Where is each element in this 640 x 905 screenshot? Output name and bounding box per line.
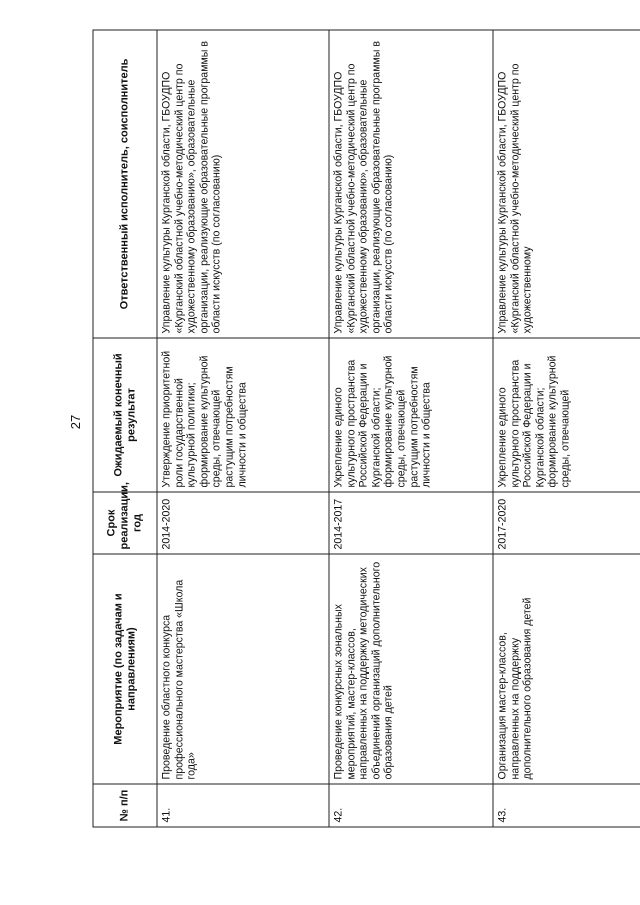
row-activity: Проведение конкурсных зональных мероприятий, мастер-классов, направленных на поддержку методических объединений организаций дополнительного образования детей (329, 554, 493, 784)
row-responsible: Управление культуры Курганской области, ГБОУДПО «Курганский областной учебно-методический центр по художественному образованию», образовательные организации, реализующие образовательные программы в области искусств (по согласованию) (329, 30, 493, 338)
row-result-text: Укрепление единого культурного пространства Российской Федерации и Курганской области; формирование культурной среды, отвечающей (496, 355, 571, 487)
table-row (493, 30, 640, 827)
row-activity: Проведение областного конкурса профессионального мастерства «Школа года» (157, 554, 329, 784)
row-number: 42. (329, 784, 493, 827)
row-responsible (493, 30, 640, 338)
row-term (493, 492, 640, 554)
row-number (493, 784, 640, 827)
row-term: 2014-2020 (157, 492, 329, 554)
row-term: 2014-2017 (329, 492, 493, 554)
row-activity (493, 554, 640, 784)
row-responsible: Управление культуры Курганской области, ГБОУДПО «Курганский областной учебно-методический центр по художественному образованию», образовательные организации, реализующие образовательные программы в области искусств (по согласованию) (157, 30, 329, 338)
row-term-text: 2017-2020 (496, 498, 508, 549)
header-activity: Мероприятие (по задачам и направлениям) (93, 554, 157, 784)
header-result: Ожидаемый конечный результат (93, 338, 157, 492)
activities-table (92, 29, 640, 827)
program-activities-table (92, 30, 640, 827)
rotated-table-frame (92, 30, 640, 827)
row-activity-text: Организация мастер-классов, направленных на поддержку дополнительного образования детей (496, 597, 534, 779)
table-row (329, 30, 493, 827)
row-result (493, 338, 640, 492)
header-number: № п/п (93, 784, 157, 827)
row-result: Утверждение приоритетной роли государственной культурной политики; формирование культурной среды, отвечающей растущим потребностям личности и общества (157, 338, 329, 492)
row-number: 41. (157, 784, 329, 827)
header-term: Срок реализации, год (93, 492, 157, 554)
table-header-row (93, 30, 157, 827)
page-number: 27 (68, 414, 83, 430)
row-result: Укрепление единого культурного пространства Российской Федерации и Курганской области; формирование культурной среды, отвечающей растущим потребностям личности и общества (329, 338, 493, 492)
row-responsible-text: Управление культуры Курганской области, ГБОУДПО «Курганский областной учебно-методический центр по художественному (496, 63, 534, 333)
header-responsible: Ответственный исполнитель, соисполнитель (93, 30, 157, 338)
row-number-text: 43. (496, 807, 508, 822)
table-row (157, 30, 329, 827)
